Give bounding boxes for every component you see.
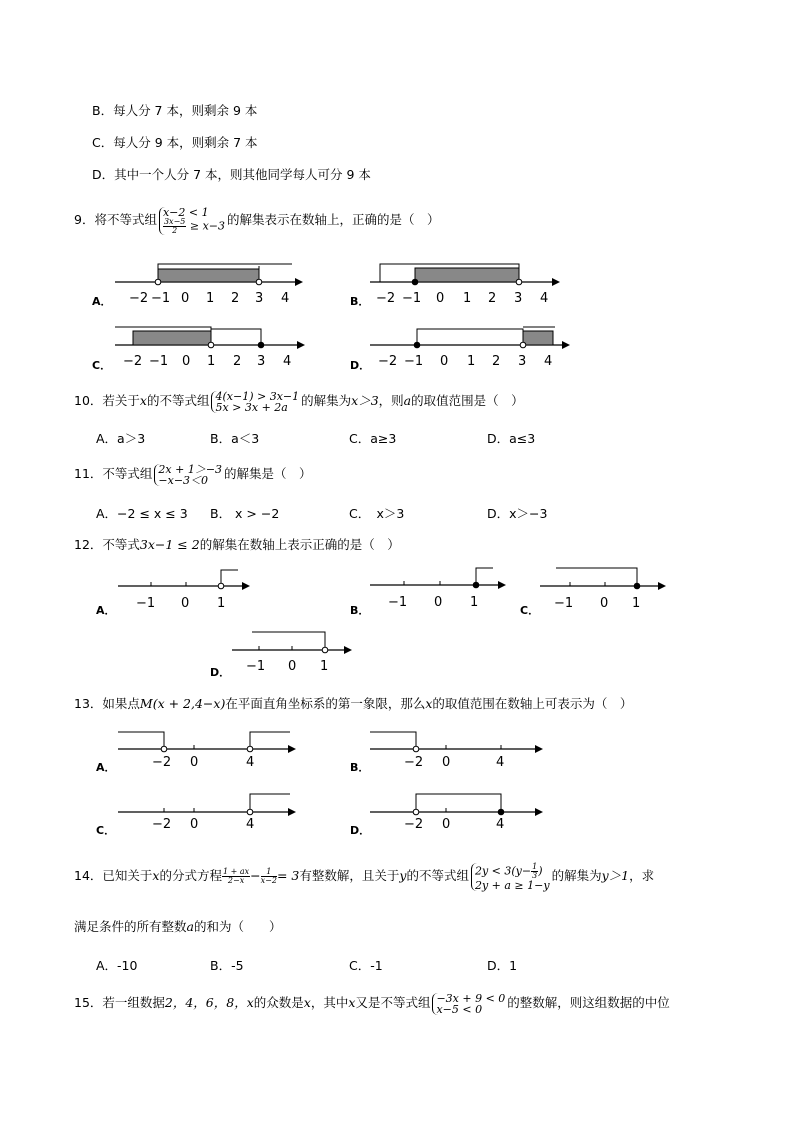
svg-text:−2: −2 [376, 291, 396, 306]
svg-text:4: 4 [246, 817, 255, 832]
svg-text:0: 0 [181, 291, 190, 306]
q12-numberline-d [232, 630, 362, 675]
q9-numberline-a [115, 262, 310, 307]
q15-tail: 的整数解，则这组数据的中位 [507, 995, 670, 1010]
q15-mid: 的众数是 [253, 995, 304, 1010]
q14-eq-rhs: = 3 [276, 868, 300, 883]
svg-text:2: 2 [492, 354, 501, 369]
q9-line2-rest: ≥ x−3 [189, 219, 226, 232]
q14-tail1: 的解集为 [551, 868, 602, 883]
q13-label-c: C． [96, 824, 116, 837]
q13-label-b: B． [350, 761, 370, 774]
q12-tail: 的解集在数轴上表示正确的是（ ） [199, 537, 400, 552]
svg-text:−1: −1 [136, 596, 156, 611]
q14-option-d: D．1 [487, 958, 518, 973]
q14-var-y: y [399, 868, 407, 883]
svg-text:−2: −2 [404, 817, 424, 832]
q14-sys-line1-end: ) [538, 864, 543, 877]
q14-mid: 的分式方程 [159, 868, 222, 883]
q9-system-line1: x−2 < 1 [162, 205, 209, 219]
svg-text:1: 1 [470, 595, 479, 610]
q14-line2-a: 满足条件的所有整数 [74, 919, 187, 934]
q12-label-d: D． [210, 666, 231, 679]
q9-fraction [163, 218, 186, 235]
svg-text:0: 0 [442, 755, 451, 770]
q12-label-b: B． [350, 604, 370, 617]
q14-sys-line1-text: 2y < 3(y− [474, 864, 532, 877]
svg-text:0: 0 [436, 291, 445, 306]
q9-label-c: C． [92, 359, 112, 372]
q14-option-a: A．-10 [96, 958, 138, 973]
q12-expression: 3x−1 ≤ 2 [139, 537, 200, 552]
q9-stem [74, 206, 440, 235]
q15-var-x: x [303, 995, 311, 1010]
q10-option-b: B．a＜3 [210, 431, 260, 446]
q15-system [432, 993, 505, 1015]
q13-tail: 在平面直角坐标系的第一象限，那么 [225, 696, 426, 711]
svg-text:−2: −2 [378, 354, 398, 369]
q11-stem [74, 461, 312, 487]
svg-text:0: 0 [440, 354, 449, 369]
q12-stem [74, 537, 400, 553]
q13-var-x: x [425, 696, 433, 711]
q14-system-line2: 2y + a ≥ 1−y [474, 878, 550, 892]
svg-text:−1: −1 [149, 354, 169, 369]
q12-number: 12．不等式 [74, 537, 140, 552]
q11-number: 11．不等式组 [74, 466, 153, 481]
q9-frac-den: 2 [172, 225, 178, 235]
q9-numberline-c [115, 325, 310, 370]
q9-numberline-b [370, 262, 565, 307]
svg-text:−2: −2 [129, 291, 149, 306]
svg-text:3: 3 [255, 291, 264, 306]
svg-text:2: 2 [488, 291, 497, 306]
svg-text:4: 4 [281, 291, 290, 306]
q10-var-x: x [139, 393, 147, 408]
q14-line2-b: 的和为（ ） [193, 919, 282, 934]
q10-stem [74, 388, 524, 414]
q14-sys-frac-den: 3 [532, 870, 538, 880]
q14-eq-frac2-den: x−2 [260, 876, 277, 885]
q13-stem [74, 696, 632, 712]
q11-option-c: C． x＞3 [349, 506, 405, 521]
svg-text:0: 0 [190, 817, 199, 832]
q9-system [159, 207, 225, 235]
svg-text:−1: −1 [402, 291, 422, 306]
q12-label-c: C． [520, 604, 540, 617]
svg-text:−1: −1 [246, 659, 266, 674]
q14-stem: 14．已知关于x的分式方程 $\frac{1 + ax}{2-x}$ − $\frac{1}{x-2}$ = 3有整数解，且关于y的不等式组 2y < 3(y− $\frac{1}{3}$ ) 2y + a ≥ 1−y 的解集为y＞1，求 [74, 861, 655, 892]
svg-text:1: 1 [206, 291, 215, 306]
q9-a-ticks [129, 291, 289, 306]
q8-option-d: D．其中一个人分 7 本，则其他同学每人可分 9 本 [92, 167, 371, 182]
q9-system-line2 [163, 218, 225, 235]
q10-number: 10．若关于 [74, 393, 140, 408]
q9-label-a: A． [92, 295, 112, 308]
q15-number: 15．若一组数据 [74, 995, 165, 1010]
q11-option-d: D．x＞−3 [487, 506, 548, 521]
q14-eq-frac2-num: 1 [261, 868, 277, 877]
svg-text:0: 0 [442, 817, 451, 832]
svg-text:0: 0 [600, 596, 609, 611]
q13-numberline-c [118, 792, 303, 837]
q10-tail1: 的解集为 [301, 393, 352, 408]
q10-option-a: A．a＞3 [96, 431, 146, 446]
q10-system-line1: 4(x−1) > 3x−1 [215, 389, 300, 403]
svg-text:1: 1 [463, 291, 472, 306]
q11-option-b: B． x > −2 [210, 506, 280, 521]
q15-data: 2，4，6，8，x [164, 995, 254, 1010]
svg-text:1: 1 [320, 659, 329, 674]
q14-number: 14．已知关于 [74, 868, 153, 883]
q13-label-d: D． [350, 824, 371, 837]
q13-label-a: A． [96, 761, 116, 774]
q10-system-line2: 5x > 3x + 2a [215, 400, 288, 414]
q8-option-b: B．每人分 7 本，则剩余 9 本 [92, 103, 258, 118]
q10-option-c: C．a≥3 [349, 431, 397, 446]
q9-tail: 的解集表示在数轴上，正确的是（ ） [227, 212, 440, 227]
q13-numberline-b [370, 730, 555, 775]
svg-text:0: 0 [434, 595, 443, 610]
q14-system [471, 863, 550, 891]
q14-eq-frac2 [261, 868, 277, 885]
q14-option-c: C．-1 [349, 958, 383, 973]
svg-text:4: 4 [283, 354, 292, 369]
svg-text:0: 0 [288, 659, 297, 674]
svg-text:1: 1 [217, 596, 226, 611]
q10-tail2: ，则 [378, 393, 404, 408]
q13-numberline-d [370, 792, 555, 837]
svg-text:3: 3 [518, 354, 527, 369]
q12-numberline-a [118, 568, 258, 613]
q9-number: 9．将不等式组 [74, 212, 157, 227]
q10-var-a: a [403, 393, 412, 408]
q13-tail2: 的取值范围在数轴上可表示为（ ） [432, 696, 633, 711]
svg-text:0: 0 [190, 755, 199, 770]
svg-text:0: 0 [181, 596, 190, 611]
q14-var-x: x [152, 868, 160, 883]
svg-text:4: 4 [540, 291, 549, 306]
q13-number: 13．如果点 [74, 696, 140, 711]
q9-frac-num: 3x−5 [163, 216, 186, 226]
svg-text:−2: −2 [152, 755, 172, 770]
svg-text:−2: −2 [123, 354, 143, 369]
q9-b-ticks [376, 291, 548, 306]
q14-mid2: 有整数解，且关于 [299, 868, 400, 883]
q9-label-d: D． [350, 359, 371, 372]
svg-text:−1: −1 [388, 595, 408, 610]
q14-tail2: ，求 [629, 868, 655, 883]
q14-var-a: a [186, 919, 194, 934]
q10-option-d: D．a≤3 [487, 431, 536, 446]
q14-condition: y＞1 [601, 868, 630, 883]
svg-text:2: 2 [231, 291, 240, 306]
q11-system [154, 464, 222, 486]
q14-mid3: 的不等式组 [406, 868, 469, 883]
q14-sys-frac-num: 1 [532, 861, 538, 871]
q15-stem [74, 990, 670, 1016]
svg-text:4: 4 [544, 354, 553, 369]
q15-system-line1: −3x + 9 < 0 [436, 991, 506, 1005]
svg-text:4: 4 [496, 817, 505, 832]
q9-c-ticks [123, 354, 291, 369]
svg-text:1: 1 [467, 354, 476, 369]
q10-mid: 的不等式组 [146, 393, 210, 408]
q15-system-line2: x−5 < 0 [436, 1002, 483, 1016]
svg-text:1: 1 [207, 354, 216, 369]
q14-eq-frac1 [222, 868, 250, 885]
q14-option-b: B．-5 [210, 958, 244, 973]
q8-option-c: C．每人分 9 本，则剩余 7 本 [92, 135, 258, 150]
q13-numberline-a [118, 730, 303, 775]
svg-text:3: 3 [514, 291, 523, 306]
svg-text:−2: −2 [152, 817, 172, 832]
q14-eq-frac1-den: 2−x [227, 876, 245, 885]
q14-stem-line2 [74, 919, 281, 935]
q13-point: M(x + 2,4−x) [139, 696, 226, 711]
q11-option-a: A．−2 ≤ x ≤ 3 [96, 506, 188, 521]
q14-system-line1 [475, 863, 550, 880]
svg-text:3: 3 [257, 354, 266, 369]
svg-text:−1: −1 [151, 291, 171, 306]
svg-text:−2: −2 [404, 755, 424, 770]
q14-eq-frac1-num: 1 + ax [222, 867, 250, 876]
q15-var-x-2: x [348, 995, 356, 1010]
q9-numberline-d [370, 325, 575, 370]
svg-text:2: 2 [233, 354, 242, 369]
q10-condition: x＞3 [351, 393, 379, 408]
q10-system [211, 391, 299, 413]
svg-text:−1: −1 [404, 354, 424, 369]
q11-system-line2: −x−3＜0 [158, 473, 209, 487]
q9-label-b: B． [350, 295, 370, 308]
q12-label-a: A． [96, 604, 116, 617]
q12-numberline-c [540, 566, 675, 611]
svg-text:−1: −1 [554, 596, 574, 611]
q10-tail3: 的取值范围是（ ） [411, 393, 524, 408]
q9-d-ticks [378, 354, 552, 369]
svg-text:4: 4 [496, 755, 505, 770]
svg-text:0: 0 [182, 354, 191, 369]
svg-text:1: 1 [632, 596, 641, 611]
q11-system-line1: 2x + 1＞−3 [158, 462, 223, 476]
svg-text:4: 4 [246, 755, 255, 770]
q12-numberline-b [370, 566, 515, 611]
q15-mid3: 又是不等式组 [355, 995, 431, 1010]
q11-tail: 的解集是（ ） [224, 466, 312, 481]
q15-mid2: ，其中 [310, 995, 349, 1010]
